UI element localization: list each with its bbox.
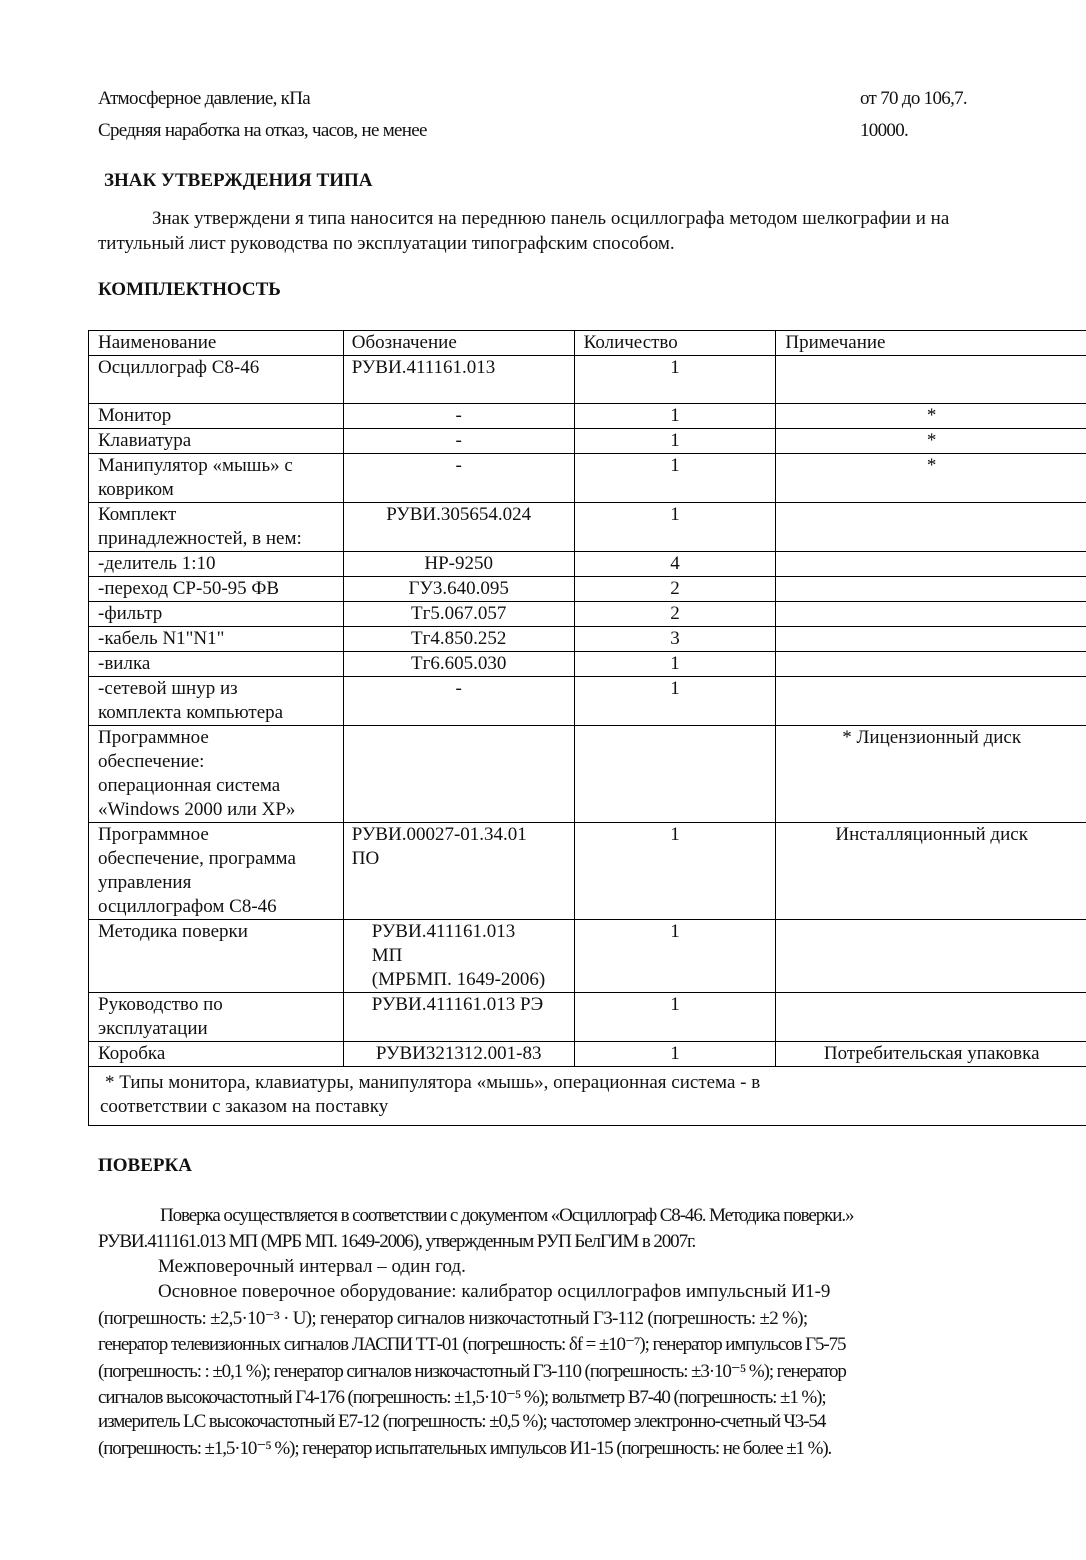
item-qty: 1 xyxy=(574,454,776,503)
item-name: -сетевой шнур из xyxy=(98,678,238,699)
item-name-cell xyxy=(89,1042,344,1067)
item-name-cell xyxy=(89,627,344,652)
item-note xyxy=(776,627,1086,652)
item-code: РУВИ.00027-01.34.01 xyxy=(351,824,527,845)
item-name: -фильтр xyxy=(98,603,163,624)
type-sign-text-line1: Знак утверждени я типа наносится на переднюю панель осциллографа методом шелкографии и на xyxy=(152,208,950,229)
item-code-cell xyxy=(343,404,574,429)
item-code-cell xyxy=(343,823,574,920)
item-name-cell xyxy=(89,677,344,726)
verification-line: Поверка осуществляется в соответствии с документом «Осциллограф С8-46. Методика поверки.» xyxy=(160,1205,854,1226)
item-qty: 2 xyxy=(574,602,776,627)
item-name-cell xyxy=(89,652,344,677)
item-code-cell xyxy=(343,652,574,677)
item-name-cell xyxy=(89,552,344,577)
item-note: * Лицензионный диск xyxy=(776,726,1086,823)
table-header-row xyxy=(89,331,1086,356)
item-name: Программное xyxy=(98,727,209,748)
item-code-cell xyxy=(343,1042,574,1067)
item-name: принадлежностей, в нем: xyxy=(98,528,302,549)
verification-line: РУВИ.411161.013 МП (МРБ МП. 1649-2006), утвержденным РУП БелГИМ в 2007г. xyxy=(98,1231,696,1252)
verification-line: (погрешность: ±2,5·10⁻³ · U); генератор сигналов низкочастотный Г3-112 (погрешность: ±2 %); xyxy=(98,1308,808,1329)
footnote-line-1: * Типы монитора, клавиатуры, манипулятора «мышь», операционная система - в xyxy=(105,1072,761,1093)
item-code-cell xyxy=(343,993,574,1042)
item-qty: 1 xyxy=(574,1042,776,1067)
item-code-cell xyxy=(343,356,574,404)
column-header: Примечание xyxy=(776,331,1086,356)
item-name-cell xyxy=(89,404,344,429)
item-name-cell xyxy=(89,823,344,920)
table-row xyxy=(89,726,1086,823)
item-code: МП xyxy=(371,945,403,966)
item-note xyxy=(776,920,1086,993)
table-row xyxy=(89,993,1086,1042)
item-note xyxy=(776,552,1086,577)
item-code-cell xyxy=(343,627,574,652)
column-header: Обозначение xyxy=(343,331,574,356)
table-footnote-row xyxy=(89,1067,1086,1126)
item-qty: 1 xyxy=(574,920,776,993)
table-footnote xyxy=(89,1067,1086,1126)
item-note xyxy=(776,602,1086,627)
item-note xyxy=(776,993,1086,1042)
item-note xyxy=(776,652,1086,677)
table-row xyxy=(89,602,1086,627)
table-row xyxy=(89,356,1086,404)
item-qty: 1 xyxy=(574,356,776,404)
item-name: комплекта компьютера xyxy=(98,702,284,723)
item-code: (МРБМП. 1649-2006) xyxy=(371,969,546,990)
item-name: обеспечение, программа xyxy=(98,848,296,869)
verification-line: (погрешность: ±1,5·10⁻⁵ %); генератор испытательных импульсов И1-15 (погрешность: не более ±1 %). xyxy=(98,1438,832,1459)
item-code-cell xyxy=(343,920,574,993)
item-name: Методика поверки xyxy=(98,921,248,942)
item-code: - xyxy=(455,430,462,451)
column-header: Количество xyxy=(574,331,776,356)
item-name: «Windows 2000 или XP» xyxy=(98,799,296,820)
verification-line: Межповерочный интервал – один год. xyxy=(158,1256,466,1277)
table-row xyxy=(89,1042,1086,1067)
param-value-mtbf: 10000. xyxy=(860,120,909,141)
item-code: ПО xyxy=(351,848,380,869)
item-code: Тг4.850.252 xyxy=(410,628,507,649)
type-sign-text-line2: титульный лист руководства по эксплуатации типографским способом. xyxy=(98,233,675,254)
item-name-cell xyxy=(89,503,344,552)
item-name-cell xyxy=(89,726,344,823)
table-row xyxy=(89,920,1086,993)
item-note xyxy=(776,577,1086,602)
item-name: -делитель 1:10 xyxy=(98,553,216,574)
item-name: Осциллограф С8-46 xyxy=(98,357,260,378)
item-code-cell xyxy=(343,552,574,577)
completeness-table xyxy=(88,330,1086,1126)
item-code: РУВИ.411161.013 xyxy=(371,921,516,942)
item-qty: 4 xyxy=(574,552,776,577)
item-name: эксплуатации xyxy=(98,1018,208,1039)
item-qty: 2 xyxy=(574,577,776,602)
item-name-cell xyxy=(89,602,344,627)
item-note: Потребительская упаковка xyxy=(776,1042,1086,1067)
verification-heading: ПОВЕРКА xyxy=(98,1155,193,1176)
item-name: операционная система xyxy=(98,775,281,796)
item-name: обеспечение: xyxy=(98,751,205,772)
item-name-cell xyxy=(89,920,344,993)
table-row xyxy=(89,823,1086,920)
table-row xyxy=(89,429,1086,454)
item-code-cell xyxy=(343,429,574,454)
item-code-cell xyxy=(343,577,574,602)
item-name-cell xyxy=(89,454,344,503)
item-code: РУВИ.411161.013 РЭ xyxy=(371,994,544,1015)
item-code-cell xyxy=(343,602,574,627)
item-code-cell xyxy=(343,503,574,552)
item-qty: 1 xyxy=(574,404,776,429)
item-name: Комплект xyxy=(98,504,177,525)
item-code: ГУ3.640.095 xyxy=(408,578,509,599)
item-code-cell xyxy=(343,677,574,726)
item-qty: 1 xyxy=(574,503,776,552)
item-code: РУВИ.305654.024 xyxy=(386,504,532,525)
item-code: - xyxy=(455,405,462,426)
item-name-cell xyxy=(89,993,344,1042)
item-code: - xyxy=(455,678,462,699)
item-note xyxy=(776,503,1086,552)
item-qty: 1 xyxy=(574,652,776,677)
table-row xyxy=(89,552,1086,577)
item-qty: 1 xyxy=(574,677,776,726)
item-qty: 1 xyxy=(574,429,776,454)
item-qty: 1 xyxy=(574,993,776,1042)
item-qty: 3 xyxy=(574,627,776,652)
completeness-heading: КОМПЛЕКТНОСТЬ xyxy=(98,279,281,300)
verification-line: измеритель LC высокочастотный Е7-12 (погрешность: ±0,5 %); частотомер электронно-счетный Ч3-54 xyxy=(98,1411,826,1432)
item-name: Коробка xyxy=(98,1043,166,1064)
table-row xyxy=(89,577,1086,602)
table-row xyxy=(89,503,1086,552)
item-name: -кабель N1"N1" xyxy=(98,628,225,649)
item-note: * xyxy=(776,404,1086,429)
item-name-cell xyxy=(89,429,344,454)
item-name: осциллографом С8-46 xyxy=(98,896,277,917)
item-code-cell xyxy=(343,454,574,503)
item-code: РУВИ321312.001-83 xyxy=(375,1043,542,1064)
item-code: Тг5.067.057 xyxy=(410,603,507,624)
verification-line: генератор телевизионных сигналов ЛАСПИ ТТ-01 (погрешность: δf = ±10⁻⁷); генератор импульсов Г5-75 xyxy=(98,1334,846,1355)
item-code-cell xyxy=(343,726,574,823)
item-qty: 1 xyxy=(574,823,776,920)
item-code: Тг6.605.030 xyxy=(410,653,507,674)
item-note xyxy=(776,677,1086,726)
item-note: * xyxy=(776,454,1086,503)
table-row xyxy=(89,454,1086,503)
item-name: ковриком xyxy=(98,479,174,500)
table-row xyxy=(89,677,1086,726)
item-name: управления xyxy=(98,872,192,893)
param-label-pressure: Атмосферное давление, кПа xyxy=(98,88,310,109)
verification-line: Основное поверочное оборудование: калибратор осциллографов импульсный И1-9 xyxy=(158,1281,831,1302)
footnote-line-2: соответствии с заказом на поставку xyxy=(100,1096,389,1117)
item-qty xyxy=(574,726,776,823)
param-value-pressure: от 70 до 106,7. xyxy=(860,88,967,109)
item-name-cell xyxy=(89,356,344,404)
item-name-cell xyxy=(89,577,344,602)
table-row xyxy=(89,652,1086,677)
verification-line: сигналов высокочастотный Г4-176 (погрешность: ±1,5·10⁻⁵ %); вольтметр В7-40 (погрешность: ±1 %); xyxy=(98,1387,826,1408)
verification-line: (погрешность: : ±0,1 %); генератор сигналов низкочастотный Г3-110 (погрешность: ±3·10⁻⁵ %); генератор xyxy=(98,1361,846,1382)
item-name: -вилка xyxy=(98,653,151,674)
item-name: Программное xyxy=(98,824,209,845)
item-note: * xyxy=(776,429,1086,454)
item-name: Монитор xyxy=(98,405,172,426)
column-header: Наименование xyxy=(89,331,344,356)
table-row xyxy=(89,404,1086,429)
item-name: Манипулятор «мышь» с xyxy=(98,455,293,476)
item-code: РУВИ.411161.013 xyxy=(351,357,496,378)
item-name: -переход СР-50-95 ФВ xyxy=(98,578,280,599)
item-note xyxy=(776,356,1086,404)
param-label-mtbf: Средняя наработка на отказ, часов, не менее xyxy=(98,120,427,141)
type-sign-heading: ЗНАК УТВЕРЖДЕНИЯ ТИПА xyxy=(104,170,373,191)
item-name: Клавиатура xyxy=(98,430,192,451)
item-code: - xyxy=(455,455,462,476)
item-code: HP-9250 xyxy=(424,553,493,574)
table-row xyxy=(89,627,1086,652)
item-name: Руководство по xyxy=(98,994,223,1015)
item-note: Инсталляционный диск xyxy=(776,823,1086,920)
